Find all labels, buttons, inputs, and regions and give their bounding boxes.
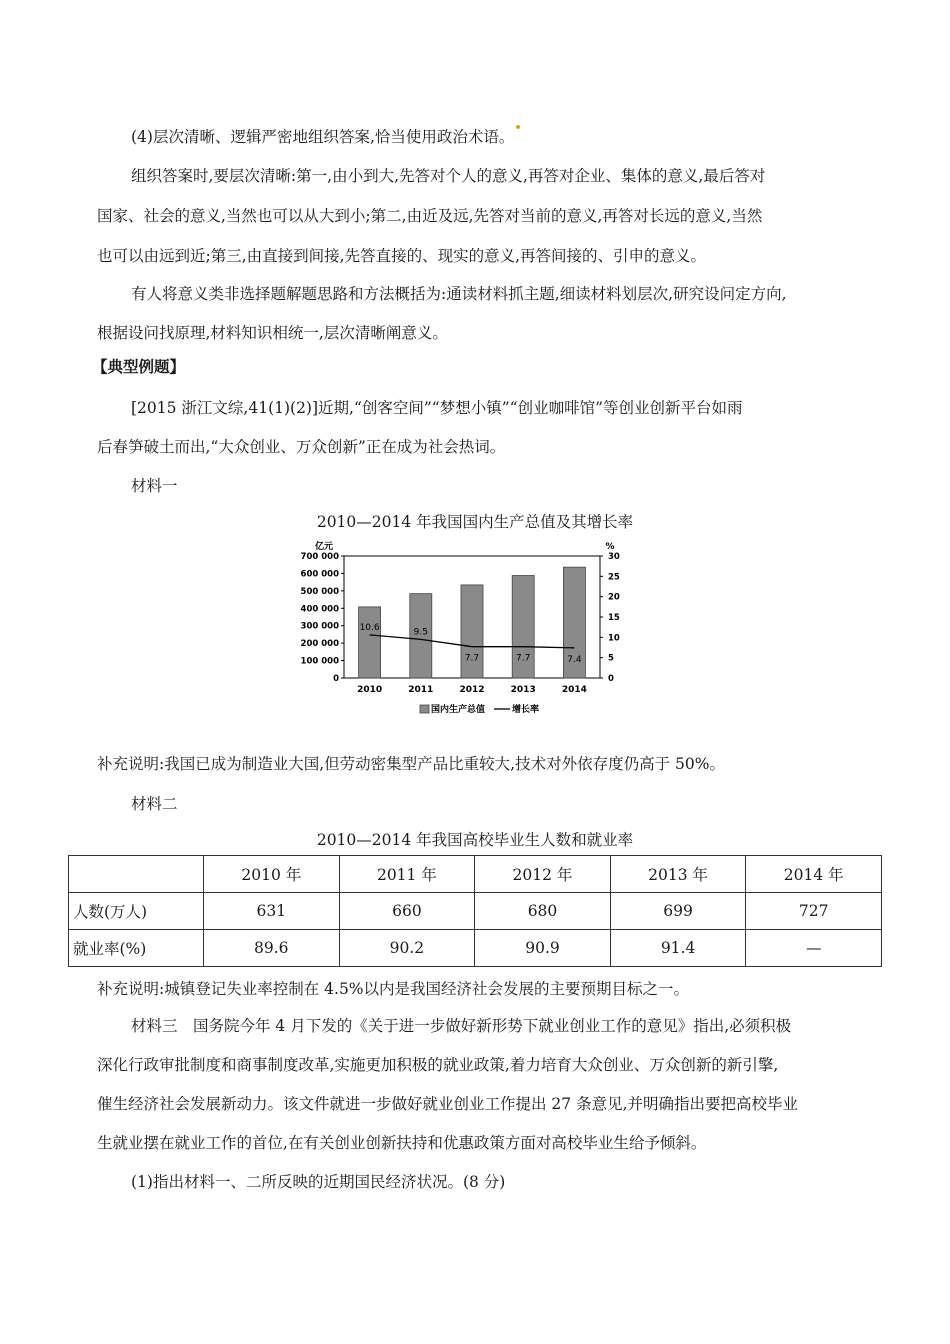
legend-label-gdp: 国内生产总值	[431, 705, 486, 715]
data-label: 7.7	[464, 653, 480, 664]
paragraph: 根据设问找原理,材料知识相统一,层次清晰阐意义。	[97, 324, 448, 342]
table-cell: 660	[339, 893, 475, 930]
y-left-tick-label: 600 000	[300, 569, 339, 580]
y-left-label: 亿元	[314, 542, 334, 552]
y-right-tick-label: 0	[608, 674, 614, 684]
y-left-tick-label: 700 000	[300, 552, 339, 562]
data-label: 10.6	[359, 622, 380, 633]
question-text: 后春笋破土而出,“大众创业、万众创新”正在成为社会热词。	[97, 438, 506, 456]
paragraph: 有人将意义类非选择题解题思路和方法概括为:通读材料抓主题,细读材料划层次,研究设问定方向,	[131, 285, 787, 303]
table-cell: 727	[746, 893, 882, 930]
x-tick-label: 2013	[510, 685, 536, 695]
x-tick-label: 2012	[459, 685, 485, 695]
table-cell: 90.9	[475, 930, 611, 967]
paragraph: 材料三 国务院今年 4 月下发的《关于进一步做好新形势下就业创业工作的意见》指出,必须积极	[131, 1017, 792, 1035]
y-left-tick-label: 400 000	[300, 604, 339, 615]
table-cell: 2014 年	[746, 856, 882, 893]
material-label: 材料二	[131, 795, 178, 813]
paragraph: 催生经济社会发展新动力。该文件就进一步做好就业创业工作提出 27 条意见,并明确指出要把高校毕业	[97, 1095, 799, 1113]
question-text: [2015 浙江文综,41(1)(2)]近期,“创客空间”“梦想小镇”“创业咖啡馆”等创业创新平台如雨	[131, 399, 743, 417]
bar-gdp	[461, 585, 483, 678]
data-label: 7.7	[516, 653, 531, 664]
table-cell: 631	[204, 893, 340, 930]
paragraph: 组织答案时,要层次清晰:第一,由小到大,先答对个人的意义,再答对企业、集体的意义,最后答对	[131, 167, 766, 185]
paragraph: 生就业摆在就业工作的首位,在有关创业创新扶持和优惠政策方面对高校毕业生给予倾斜。	[97, 1134, 707, 1152]
y-right-tick-label: 5	[608, 653, 614, 664]
data-label: 7.4	[567, 654, 582, 665]
section-heading: 【典型例题】	[92, 357, 186, 376]
y-left-tick-label: 200 000	[300, 639, 339, 650]
table-cell: 2013 年	[610, 856, 746, 893]
paragraph: 国家、社会的意义,当然也可以从大到小;第二,由近及远,先答对当前的意义,再答对长远的意义,当然	[97, 207, 763, 225]
table-cell: 2011 年	[339, 856, 475, 893]
table-cell: 人数(万人)	[69, 893, 204, 930]
chart-title: 2010—2014 年我国国内生产总值及其增长率	[316, 513, 634, 531]
y-right-label: %	[605, 542, 615, 552]
table-cell: 2010 年	[204, 856, 340, 893]
y-left-tick-label: 0	[333, 674, 339, 684]
gdp-chart	[300, 536, 660, 721]
legend-swatch-gdp	[420, 705, 429, 713]
x-tick-label: 2010	[357, 685, 383, 695]
x-tick-label: 2011	[408, 685, 434, 695]
table-cell: 90.2	[339, 930, 475, 967]
table-cell: 就业率(%)	[69, 930, 204, 967]
material-label: 材料一	[131, 477, 178, 495]
mark-dot	[516, 125, 520, 129]
table-cell: 680	[475, 893, 611, 930]
table-cell: 89.6	[204, 930, 340, 967]
y-right-tick-label: 20	[608, 592, 620, 603]
table-row	[69, 930, 882, 967]
note: 补充说明:城镇登记失业率控制在 4.5%以内是我国经济社会发展的主要预期目标之一。	[97, 980, 690, 998]
y-right-tick-label: 10	[608, 633, 620, 644]
paragraph: 也可以由远到近;第三,由直接到间接,先答直接的、现实的意义,再答间接的、引申的意义。	[97, 247, 707, 265]
paragraph: 深化行政审批制度和商事制度改革,实施更加积极的就业政策,着力培育大众创业、万众创新的新引擎,	[97, 1056, 779, 1074]
x-tick-label: 2014	[561, 685, 587, 695]
table-title: 2010—2014 年我国高校毕业生人数和就业率	[316, 831, 634, 849]
question-text: (1)指出材料一、二所反映的近期国民经济状况。(8 分)	[131, 1173, 506, 1191]
table-cell: —	[746, 930, 882, 967]
legend-label-rate: 增长率	[512, 705, 540, 715]
y-left-tick-label: 300 000	[300, 621, 339, 632]
paragraph: (4)层次清晰、逻辑严密地组织答案,恰当使用政治术语。	[131, 125, 520, 147]
y-right-tick-label: 25	[608, 572, 620, 583]
table-cell: 91.4	[610, 930, 746, 967]
graduates-table	[68, 855, 882, 967]
note: 补充说明:我国已成为制造业大国,但劳动密集型产品比重较大,技术对外依存度仍高于 50%。	[97, 755, 725, 773]
table-cell	[69, 856, 204, 893]
y-right-tick-label: 30	[608, 552, 620, 562]
table-header-row	[69, 856, 882, 893]
table-cell: 2012 年	[475, 856, 611, 893]
table-row	[69, 893, 882, 930]
data-label: 9.5	[413, 627, 428, 638]
bar-gdp	[359, 607, 381, 678]
y-right-tick-label: 15	[608, 613, 620, 623]
y-left-tick-label: 500 000	[300, 586, 339, 597]
y-left-tick-label: 100 000	[300, 656, 339, 667]
table-cell: 699	[610, 893, 746, 930]
